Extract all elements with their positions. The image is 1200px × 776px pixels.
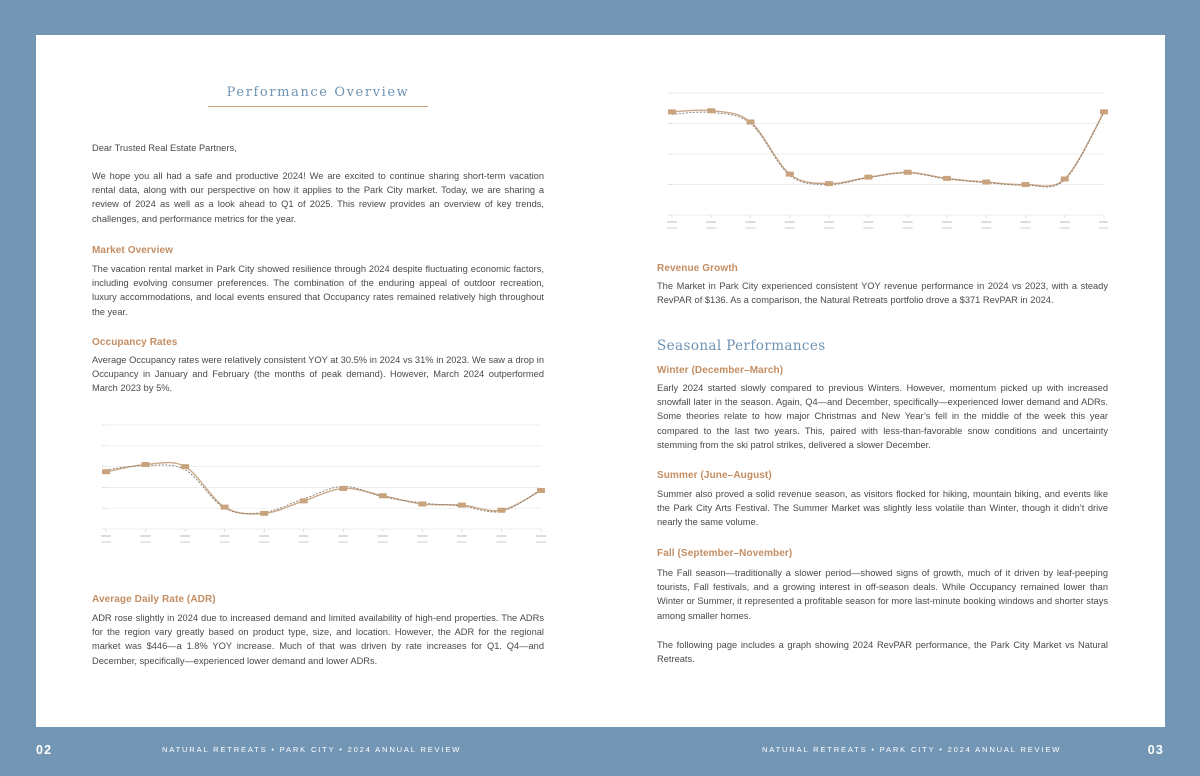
seasonal-heading: Seasonal Performances: [657, 338, 826, 354]
x-tick-label-placeholder: [1060, 221, 1070, 223]
x-tick-label-placeholder: [338, 535, 348, 537]
x-tick-label-placeholder: [101, 535, 111, 537]
revenue-text: The Market in Park City experienced consistent YOY revenue performance in 2024 vs 2023, with a steady RevPAR of $136. As a comparison, the Natural Retreats portfolio drove a $371 RevPAR in 2024.: [657, 281, 1108, 306]
adr-heading: Average Daily Rate (ADR): [92, 594, 216, 605]
data-point-marker: [1061, 177, 1069, 182]
x-tick-label-placeholder: [338, 541, 348, 543]
data-point-marker: [418, 502, 426, 507]
page-number-left: 02: [36, 743, 53, 757]
occupancy-text: Average Occupancy rates were relatively consistent YOY at 30.5% in 2024 vs 31% in 2023. We saw a drop in Occupancy in January and February (the months of peak demand). However, March 2024 outperformed March 2023 by 5%.: [92, 355, 544, 394]
x-tick-label-placeholder: [220, 541, 230, 543]
x-tick-label-placeholder: [903, 221, 913, 223]
market-overview-text: The vacation rental market in Park City showed resilience through 2024 despite fluctuating economic factors, including evolving consumer preferences. The combination of the enduring appeal of outdoor recreation, luxury accommodations, and local events ensured that Occupancy rates remained relatively high throughout the year.: [92, 264, 544, 317]
summer-text: Summer also proved a solid revenue season, as visitors flocked for hiking, mountain biking, and events like the Park City Arts Festival. The Summer Market was slightly less volatile than Winter, though it didn’t drive nearly the same volume.: [657, 489, 1108, 528]
document-spread: [36, 35, 1165, 727]
x-tick-label-placeholder: [863, 221, 873, 223]
x-tick-label-placeholder: [1020, 227, 1030, 229]
page-title: Performance Overview: [226, 85, 410, 100]
x-tick-label-placeholder: [824, 221, 834, 223]
x-tick-label-placeholder: [259, 535, 269, 537]
series-line-1: [106, 463, 541, 514]
x-tick-label-placeholder: [299, 541, 309, 543]
x-tick-label-placeholder: [457, 541, 467, 543]
data-point-marker: [707, 108, 715, 113]
data-point-marker: [181, 464, 189, 469]
x-tick-label-placeholder: [180, 535, 190, 537]
x-tick-label-placeholder: [746, 227, 756, 229]
data-point-marker: [260, 511, 268, 516]
data-point-marker: [904, 170, 912, 175]
winter-text: Early 2024 started slowly compared to previous Winters. However, momentum picked up with increased snowfall later in the season. Again, Q4—and December, specifically—experienced lower demand and ADRs. Some theories relate to how major Christmas and New Year’s fell in the middle of the week this year compared to the last two years. This, paired with less-than-favorable snow conditions and uncertainty stemming from the ski patrol strikes, delivered a slower December.: [657, 383, 1108, 450]
greeting: Dear Trusted Real Estate Partners,: [92, 143, 237, 153]
x-tick-label-placeholder: [1099, 227, 1108, 229]
data-point-marker: [497, 508, 505, 513]
data-point-marker: [142, 462, 150, 467]
data-point-marker: [339, 486, 347, 491]
data-point-marker: [1021, 182, 1029, 187]
x-tick-label-placeholder: [824, 227, 834, 229]
footer-left: NATURAL RETREATS • PARK CITY • 2024 ANNUAL REVIEW: [162, 745, 462, 754]
summer-heading: Summer (June–August): [657, 470, 772, 481]
x-tick-label-placeholder: [942, 221, 952, 223]
adr-text: ADR rose slightly in 2024 due to increased demand and limited availability of high-end properties. The ADRs for the region vary greatly based on product type, size, and location. However, the ADR for the regional market was $446—a 1.8% YOY increase. Much of that was driven by rate increases for Q1. Q4—and December, specifically—experienced lower demand and lower ADRs.: [92, 613, 544, 666]
x-tick-label-placeholder: [903, 227, 913, 229]
x-tick-label-placeholder: [141, 535, 151, 537]
data-point-marker: [864, 175, 872, 180]
revpar-chart: [652, 87, 1108, 235]
x-tick-label-placeholder: [536, 535, 546, 537]
data-point-marker: [786, 172, 794, 177]
intro-paragraph: We hope you all had a safe and productive 2024! We are excited to continue sharing short-term vacation rental data, along with our perspective on how it applies to the Park City market. Today, we are sharing a review of 2024 as well as a look ahead to Q1 of 2025. This review provides an overview of key trends, challenges, and performance metrics for the year.: [92, 171, 544, 224]
x-tick-label-placeholder: [141, 541, 151, 543]
x-tick-label-placeholder: [706, 227, 716, 229]
data-point-marker: [300, 498, 308, 503]
x-tick-label-placeholder: [667, 227, 677, 229]
data-point-marker: [943, 176, 951, 181]
x-tick-label-placeholder: [785, 227, 795, 229]
x-tick-label-placeholder: [417, 541, 427, 543]
series-line-2: [106, 465, 541, 514]
title-underline: [208, 106, 428, 107]
x-tick-label-placeholder: [259, 541, 269, 543]
data-point-marker: [102, 469, 110, 474]
revenue-heading: Revenue Growth: [657, 263, 738, 274]
x-tick-label-placeholder: [457, 535, 467, 537]
x-tick-label-placeholder: [299, 535, 309, 537]
closing-paragraph: The following page includes a graph showing 2024 RevPAR performance, the Park City Market vs Natural Retreats.: [657, 640, 1108, 665]
x-tick-label-placeholder: [101, 541, 111, 543]
page-title-block: [208, 85, 428, 107]
x-tick-label-placeholder: [667, 221, 677, 223]
series-line-1: [672, 110, 1104, 186]
data-point-marker: [537, 488, 545, 493]
data-point-marker: [982, 180, 990, 185]
data-point-marker: [379, 493, 387, 498]
fall-heading: Fall (September–November): [657, 548, 793, 559]
x-tick-label-placeholder: [378, 541, 388, 543]
data-point-marker: [1100, 109, 1108, 114]
data-point-marker: [668, 109, 676, 114]
x-tick-label-placeholder: [746, 221, 756, 223]
x-tick-label-placeholder: [496, 541, 506, 543]
occupancy-heading: Occupancy Rates: [92, 337, 178, 348]
x-tick-label-placeholder: [785, 221, 795, 223]
footer-right: NATURAL RETREATS • PARK CITY • 2024 ANNUAL REVIEW: [762, 745, 1062, 754]
x-tick-label-placeholder: [417, 535, 427, 537]
x-tick-label-placeholder: [536, 541, 546, 543]
x-tick-label-placeholder: [1060, 227, 1070, 229]
x-tick-label-placeholder: [706, 221, 716, 223]
x-tick-label-placeholder: [863, 227, 873, 229]
fall-text: The Fall season—traditionally a slower period—showed signs of growth, much of it driven by leaf-peeping tourists, Fall festivals, and a growing interest in off-season deals. While Occupancy remained lower than Winter or Summer, it represented a profitable season for more last-minute booking windows and shorter stays among smaller homes.: [657, 568, 1108, 621]
data-point-marker: [221, 505, 229, 510]
market-overview-heading: Market Overview: [92, 245, 173, 256]
x-tick-label-placeholder: [496, 535, 506, 537]
x-tick-label-placeholder: [180, 541, 190, 543]
x-tick-label-placeholder: [220, 535, 230, 537]
x-tick-label-placeholder: [1020, 221, 1030, 223]
winter-heading: Winter (December–March): [657, 365, 784, 376]
x-tick-label-placeholder: [378, 535, 388, 537]
data-point-marker: [747, 119, 755, 124]
occupancy-chart: [86, 417, 546, 557]
x-tick-label-placeholder: [981, 227, 991, 229]
x-tick-label-placeholder: [942, 227, 952, 229]
data-point-marker: [825, 181, 833, 186]
page-number-right: 03: [1147, 743, 1164, 757]
x-tick-label-placeholder: [1099, 221, 1108, 223]
x-tick-label-placeholder: [981, 221, 991, 223]
data-point-marker: [458, 503, 466, 508]
